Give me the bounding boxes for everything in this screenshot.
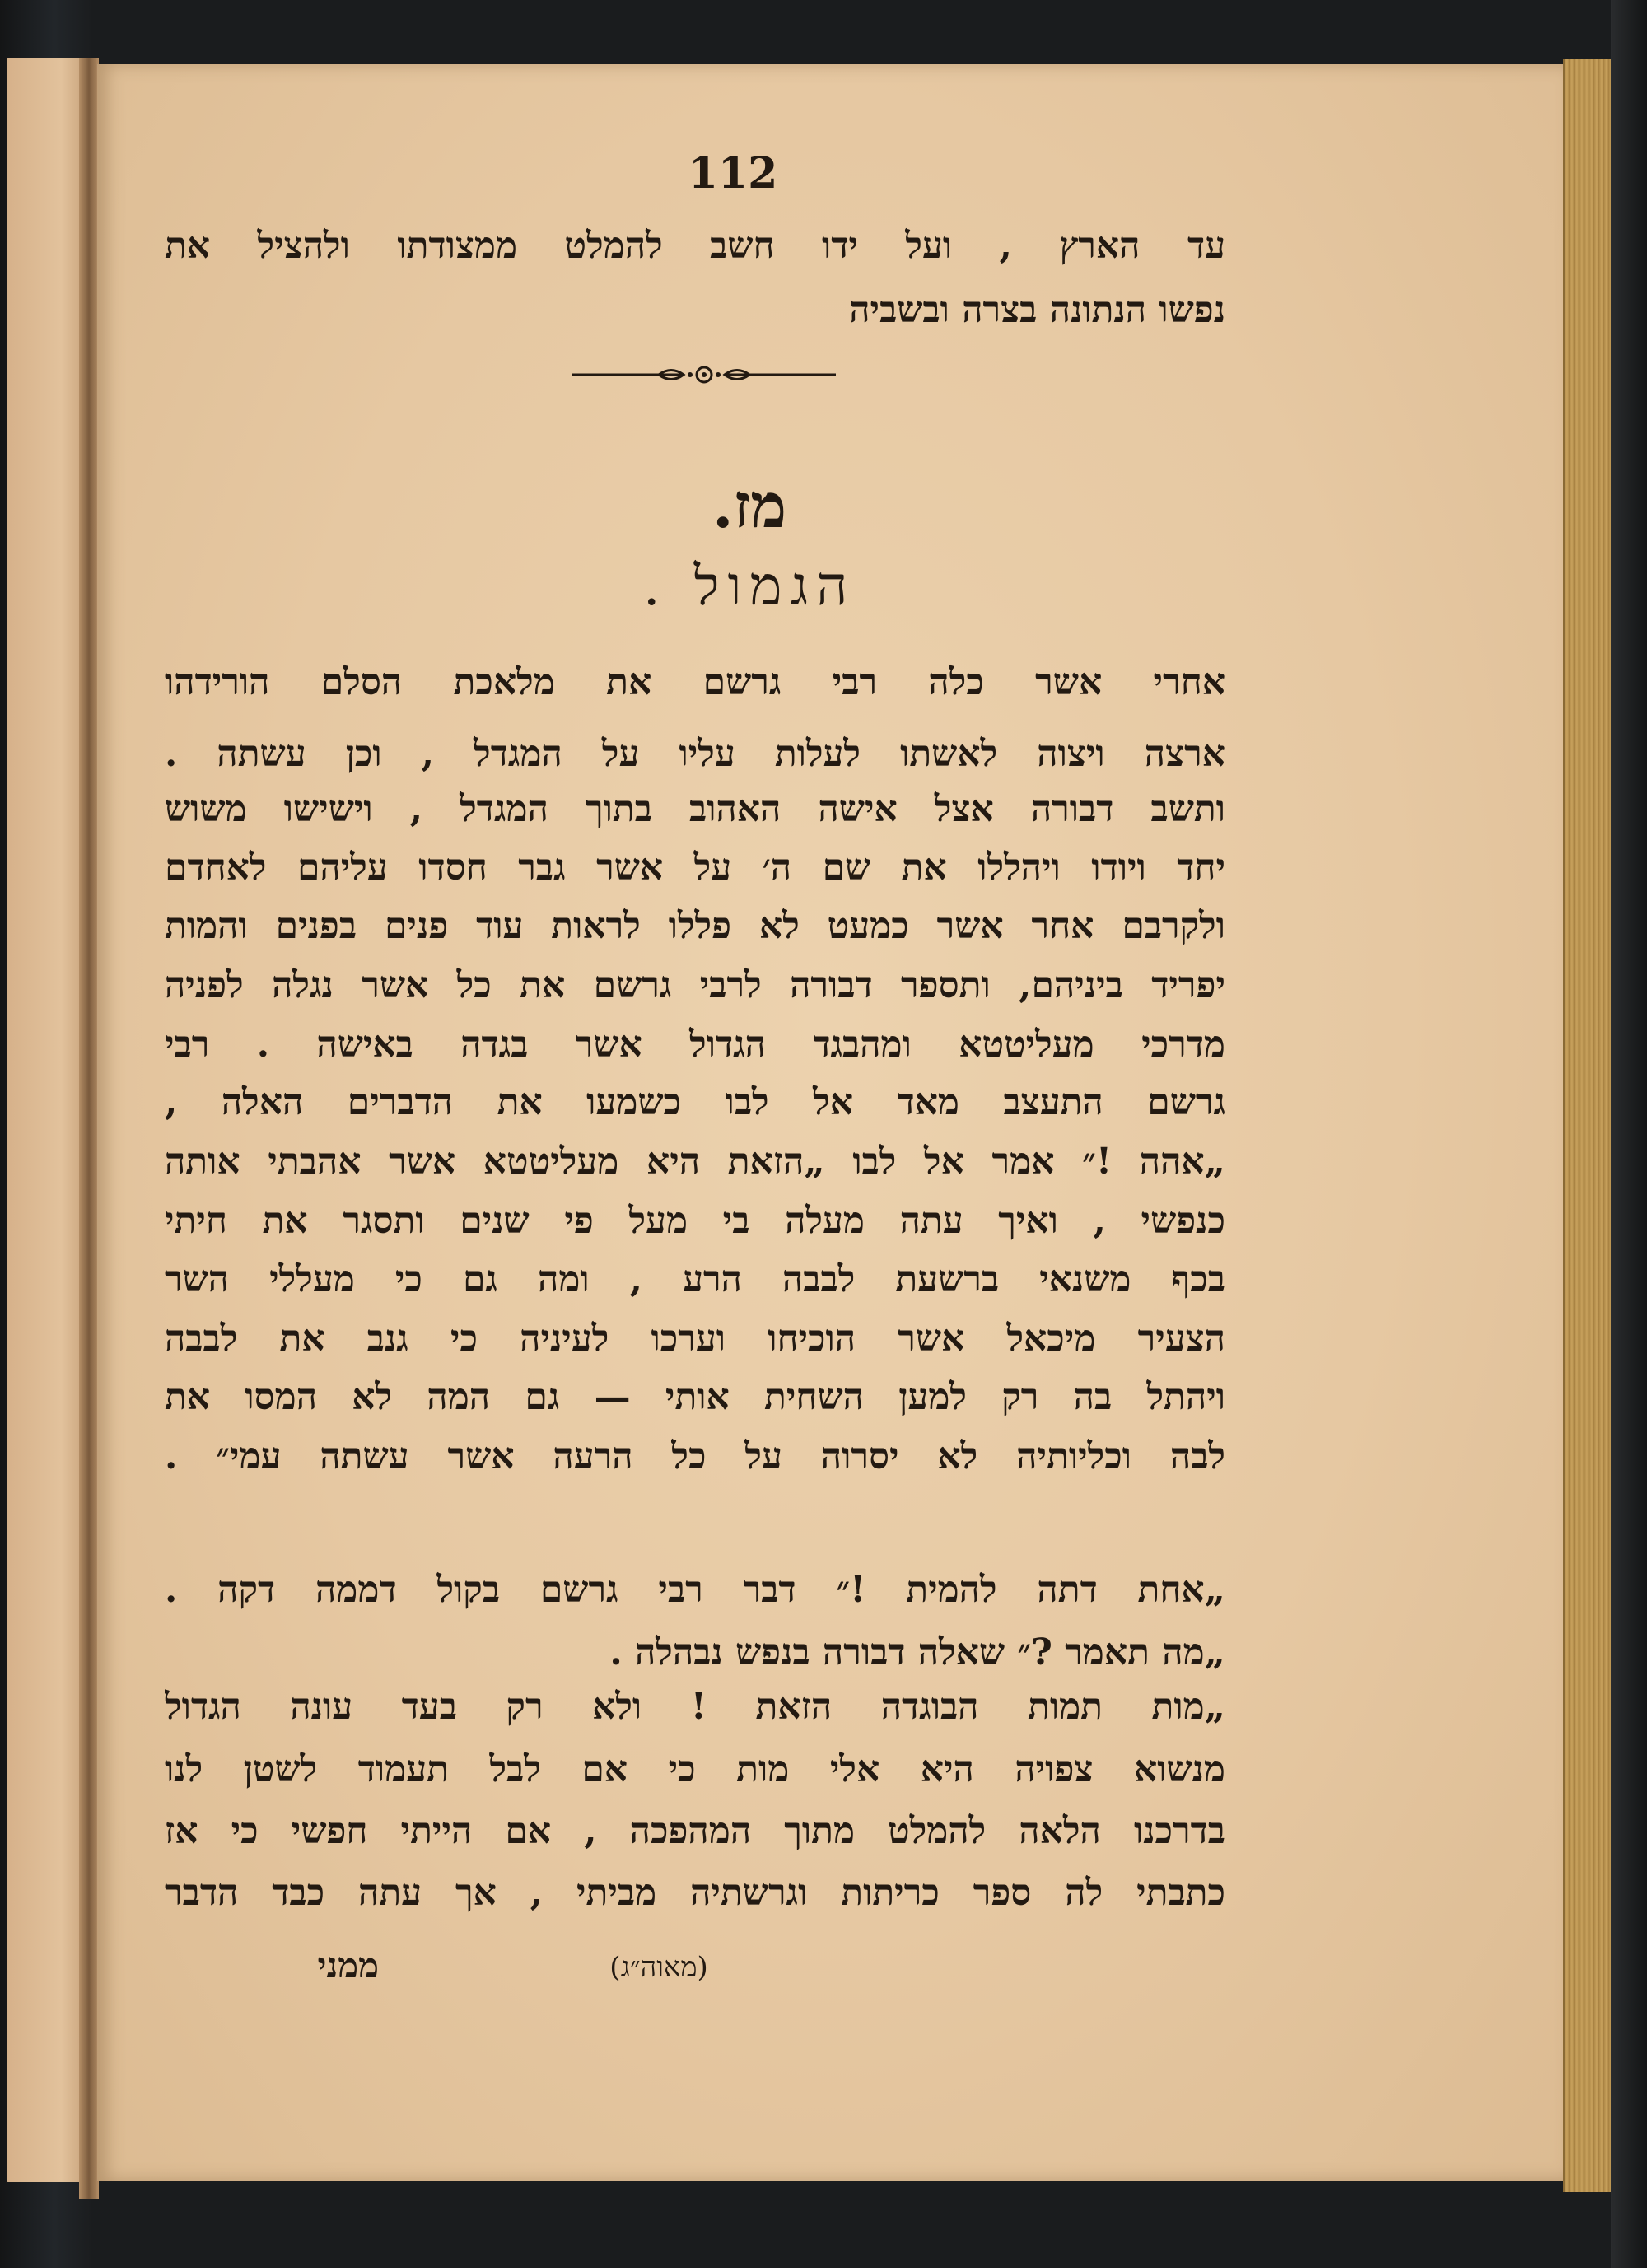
paragraph-line: מנשוא צפויה היא אלי מות כי אם לבל תעמוד לשטן לנו: [165, 1748, 1225, 1790]
paragraph-line: ולקרבם אחר אשר כמעט לא פללו לראות עוד פנים בפנים והמות: [165, 905, 1225, 947]
dialogue-line: „אחת דתה להמית !״ דבר רבי גרשם בקול דממה דקה .: [165, 1569, 1225, 1611]
page-number: 112: [688, 148, 778, 198]
paragraph-line: „מות תמות הבוגדה הזאת ! ולא רק בעד עונה הגדול: [165, 1686, 1225, 1728]
previous-page-edge: [7, 58, 85, 2182]
paragraph-line: ויהתל בה רק למען השחית אותי — גם המה לא המסו את: [165, 1376, 1225, 1418]
section-divider-ornament: [568, 362, 840, 387]
paragraph-line: מדרכי מעליטטא ומהבגד הגדול אשר בגדה באישה . רבי: [165, 1024, 1225, 1066]
dialogue-line: „מה תאמר ?״ שאלה דבורה בנפש נבהלה .: [609, 1631, 1225, 1673]
book-cover-right: [1611, 0, 1647, 2268]
paragraph-line: בכף משנאי ברשעת לבבה הרע , ומה גם כי מעללי השר: [165, 1258, 1225, 1300]
page-block-edge: [1563, 59, 1612, 2192]
paragraph-line: אחרי אשר כלה רבי גרשם את מלאכת הסלם הורידהו: [165, 661, 1225, 703]
intro-line: נפשו הנתונה בצרה ובשביה: [849, 289, 1225, 331]
paragraph-line: גרשם התעצב מאד אל לבו כשמעו את הדברים האלה ,: [165, 1081, 1225, 1123]
intro-line: עד הארץ , ועל ידו חשב להמלט ממצודתו ולהציל את: [165, 225, 1225, 267]
paragraph-line: הצעיר מיכאל אשר הוכיחו וערכו לעיניה כי גנב את לבבה: [165, 1318, 1225, 1360]
catchword: ממני: [317, 1945, 379, 1986]
paragraph-line: בדרכנו הלאה להמלט מתוך המהפכה , אם הייתי חפשי כי אז: [165, 1810, 1225, 1852]
paragraph-line: „אהה !״ אמר אל לבו „הזאת היא מעליטטא אשר אהבתי אותה: [165, 1141, 1225, 1183]
paragraph-line: ותשב דבורה אצל אישה האהוב בתוך המגדל , וישישו משוש: [165, 788, 1225, 830]
chapter-title: הגמול .: [642, 554, 856, 618]
paragraph-line: יחד ויודו ויהללו את שם ה׳ על אשר גבר חסדו עליהם לאחדם: [165, 847, 1225, 889]
chapter-number: מז.: [712, 471, 787, 542]
paragraph-line: לבה וכליותיה לא יסרוה על כל הרעה אשר עשתה עמי״ .: [165, 1435, 1225, 1477]
paragraph-line: יפריד ביניהם, ותספר דבורה לרבי גרשם את כל אשר נגלה לפניה: [165, 964, 1225, 1006]
book-gutter: [79, 58, 99, 2199]
printer-signature: (מאוה״ג): [609, 1951, 708, 1984]
paragraph-line: ארצה ויצוה לאשתו לעלות עליו על המגדל , וכן עשתה .: [165, 733, 1225, 775]
paragraph-line: כנפשי , ואיך עתה מעלה בי מעל פי שנים ותסגר את חיתי: [165, 1200, 1225, 1242]
paragraph-line: כתבתי לה ספר כריתות וגרשתיה מביתי , אך עתה כבד הדבר: [165, 1872, 1225, 1914]
